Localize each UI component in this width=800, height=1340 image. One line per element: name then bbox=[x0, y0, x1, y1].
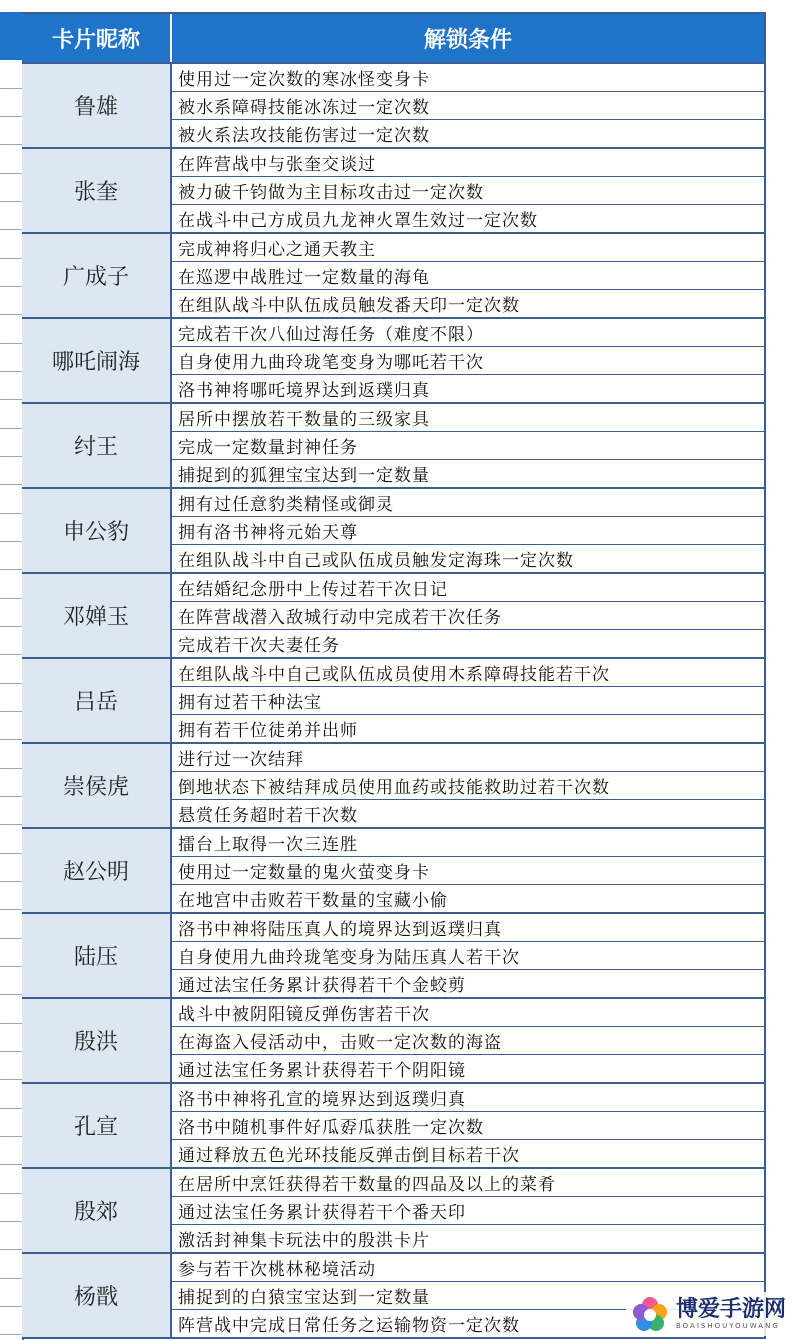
left-cutoff-cell bbox=[0, 967, 22, 995]
condition-cell: 自身使用九曲玲珑笔变身为哪吒若干次 bbox=[172, 346, 764, 374]
conditions-column bbox=[172, 999, 764, 1082]
card-name-cell: 纣王 bbox=[22, 404, 172, 487]
table-row bbox=[22, 1167, 764, 1252]
left-cutoff-cell bbox=[0, 259, 22, 287]
condition-cell: 在居所中烹饪获得若干数量的四品及以上的菜肴 bbox=[178, 1175, 556, 1195]
flower-logo-icon bbox=[630, 1294, 670, 1334]
left-cutoff-cell bbox=[0, 1052, 22, 1080]
left-cutoff-cell bbox=[0, 854, 22, 882]
card-name-cell: 鲁雄 bbox=[22, 64, 172, 147]
table-row bbox=[22, 1082, 764, 1167]
conditions-column bbox=[172, 234, 764, 317]
table-row bbox=[22, 402, 764, 487]
condition-cell: 捕捉到的狐狸宝宝达到一定数量 bbox=[172, 459, 764, 487]
condition-cell: 在结婚纪念册中上传过若干次日记 bbox=[178, 580, 448, 600]
condition-cell: 在阵营战潜入敌城行动中完成若干次任务 bbox=[172, 601, 764, 629]
condition-cell: 悬赏任务超时若干次数 bbox=[172, 799, 764, 827]
conditions-column bbox=[172, 489, 764, 572]
left-cutoff-cell bbox=[0, 570, 22, 599]
card-name-cell: 张奎 bbox=[22, 149, 172, 232]
left-cutoff-cell bbox=[0, 939, 22, 967]
left-cutoff-cell bbox=[0, 1250, 22, 1279]
left-cutoff-cell bbox=[0, 457, 22, 485]
condition-cell: 倒地状态下被结拜成员使用血药或技能救助过若干次数 bbox=[172, 771, 764, 799]
table-row bbox=[22, 657, 764, 742]
unlock-conditions-table bbox=[22, 12, 766, 1339]
condition-cell: 拥有过若干种法宝 bbox=[172, 686, 764, 714]
left-cutoff-cell bbox=[0, 1222, 22, 1250]
left-cutoff-cell bbox=[0, 599, 22, 627]
condition-cell: 通过法宝任务累计获得若干个番天印 bbox=[172, 1196, 764, 1224]
left-cutoff-cell bbox=[0, 740, 22, 769]
table-row bbox=[22, 317, 764, 402]
left-cutoff-cell bbox=[0, 684, 22, 712]
left-cutoff-cell bbox=[0, 89, 22, 117]
conditions-column bbox=[172, 319, 764, 402]
card-name-cell: 崇侯虎 bbox=[22, 744, 172, 827]
left-cutoff-cell bbox=[0, 344, 22, 372]
table-row bbox=[22, 912, 764, 997]
conditions-column bbox=[172, 404, 764, 487]
left-cutoff-cell bbox=[0, 485, 22, 514]
condition-cell: 在海盗入侵活动中，击败一定次数的海盗 bbox=[172, 1026, 764, 1054]
table-row bbox=[22, 742, 764, 827]
condition-cell: 被火系法攻技能伤害过一定次数 bbox=[172, 119, 764, 147]
left-cutoff-cell bbox=[0, 825, 22, 854]
condition-cell: 洛书神将哪吒境界达到返璞归真 bbox=[172, 374, 764, 402]
table-row bbox=[22, 827, 764, 912]
left-cutoff-cell bbox=[0, 145, 22, 174]
conditions-column bbox=[172, 1084, 764, 1167]
condition-cell: 在巡逻中战胜过一定数量的海龟 bbox=[172, 261, 764, 289]
left-cutoff-cell bbox=[0, 202, 22, 230]
conditions-column bbox=[172, 574, 764, 657]
table-row bbox=[22, 232, 764, 317]
left-cutoff-cell bbox=[0, 174, 22, 202]
conditions-column bbox=[172, 744, 764, 827]
condition-cell: 使用过一定次数的寒冰怪变身卡 bbox=[178, 70, 430, 90]
left-cutoff-cell bbox=[0, 542, 22, 570]
left-cutoff-cell bbox=[0, 712, 22, 740]
left-cutoff-cell bbox=[0, 1279, 22, 1307]
condition-cell: 阵营战中完成日常任务之运输物资一定次数 bbox=[172, 1309, 764, 1337]
left-cutoff-cell bbox=[0, 655, 22, 684]
conditions-column bbox=[172, 659, 764, 742]
card-name-cell: 杨戬 bbox=[22, 1254, 172, 1337]
left-cutoff-cell bbox=[0, 400, 22, 429]
left-cutoff-cell bbox=[0, 1080, 22, 1109]
condition-cell: 在战斗中己方成员九龙神火罩生效过一定次数 bbox=[172, 204, 764, 232]
conditions-column bbox=[172, 64, 764, 147]
condition-cell: 在组队战斗中自己或队伍成员触发定海珠一定次数 bbox=[172, 544, 764, 572]
header-unlock-conditions: 解锁条件 bbox=[423, 27, 512, 53]
card-name-cell: 广成子 bbox=[22, 234, 172, 317]
condition-cell: 洛书中神将陆压真人的境界达到返璞归真 bbox=[178, 920, 502, 940]
condition-cell: 参与若干次桃林秘境活动 bbox=[178, 1260, 376, 1280]
condition-cell: 在阵营战中与张奎交谈过 bbox=[178, 155, 376, 175]
watermark-subtitle: BOAISHOUYOUWANG bbox=[675, 1321, 780, 1330]
conditions-column bbox=[172, 914, 764, 997]
left-cutoff-cell bbox=[0, 1137, 22, 1165]
left-cutoff-cell bbox=[0, 230, 22, 259]
condition-cell: 洛书中随机事件好瓜孬瓜获胜一定次数 bbox=[172, 1111, 764, 1139]
left-cutoff-cell bbox=[0, 882, 22, 910]
condition-cell: 使用过一定数量的鬼火萤变身卡 bbox=[172, 856, 764, 884]
condition-cell: 完成神将归心之通天教主 bbox=[178, 240, 376, 260]
card-name-cell: 赵公明 bbox=[22, 829, 172, 912]
condition-cell: 居所中摆放若干数量的三级家具 bbox=[178, 410, 430, 430]
condition-cell: 被力破千钧做为主目标攻击过一定次数 bbox=[172, 176, 764, 204]
left-cutoff-cell bbox=[0, 1194, 22, 1222]
condition-cell: 拥有若干位徒弟并出师 bbox=[172, 714, 764, 742]
conditions-column bbox=[172, 1169, 764, 1252]
card-name-cell: 陆压 bbox=[22, 914, 172, 997]
left-cutoff-header bbox=[0, 12, 22, 60]
table-row bbox=[22, 572, 764, 657]
left-cutoff-cell bbox=[0, 117, 22, 145]
site-watermark bbox=[626, 1292, 790, 1336]
condition-cell: 在地宫中击败若干数量的宝藏小偷 bbox=[172, 884, 764, 912]
condition-cell: 通过法宝任务累计获得若干个阴阳镜 bbox=[172, 1054, 764, 1082]
left-cutoff-cell bbox=[0, 514, 22, 542]
table-row bbox=[22, 147, 764, 232]
left-cutoff-cell bbox=[0, 1165, 22, 1194]
card-name-cell: 申公豹 bbox=[22, 489, 172, 572]
condition-cell: 被水系障碍技能冰冻过一定次数 bbox=[172, 91, 764, 119]
table-header-row bbox=[22, 14, 764, 62]
condition-cell: 拥有洛书神将元始天尊 bbox=[172, 516, 764, 544]
table-row bbox=[22, 487, 764, 572]
watermark-title: 博爱手游网 bbox=[675, 1296, 786, 1322]
card-name-cell: 邓婵玉 bbox=[22, 574, 172, 657]
card-name-cell: 殷郊 bbox=[22, 1169, 172, 1252]
condition-cell: 战斗中被阴阳镜反弹伤害若干次 bbox=[178, 1005, 430, 1025]
condition-cell: 通过释放五色光环技能反弹击倒目标若干次 bbox=[172, 1139, 764, 1167]
left-cutoff-cell bbox=[0, 627, 22, 655]
left-cutoff-cell bbox=[0, 769, 22, 797]
left-cutoff-cells bbox=[0, 60, 22, 1335]
left-cutoff-cell bbox=[0, 1109, 22, 1137]
condition-cell: 在组队战斗中自己或队伍成员使用木系障碍技能若干次 bbox=[178, 665, 610, 685]
table-row bbox=[22, 62, 764, 147]
condition-cell: 擂台上取得一次三连胜 bbox=[178, 835, 358, 855]
condition-cell: 拥有过任意豹类精怪或御灵 bbox=[178, 495, 394, 515]
left-cutoff-cell bbox=[0, 1024, 22, 1052]
left-cutoff-cell bbox=[0, 910, 22, 939]
conditions-column bbox=[172, 829, 764, 912]
card-name-cell: 殷洪 bbox=[22, 999, 172, 1082]
left-cutoff-cell bbox=[0, 372, 22, 400]
condition-cell: 自身使用九曲玲珑笔变身为陆压真人若干次 bbox=[172, 941, 764, 969]
left-cutoff-cell bbox=[0, 429, 22, 457]
table-row bbox=[22, 997, 764, 1082]
left-cutoff-cell bbox=[0, 995, 22, 1024]
left-cutoff-cell bbox=[0, 797, 22, 825]
card-name-cell: 哪吒闹海 bbox=[22, 319, 172, 402]
left-cutoff-cell bbox=[0, 287, 22, 315]
condition-cell: 在组队战斗中队伍成员触发番天印一定次数 bbox=[172, 289, 764, 317]
condition-cell: 激活封神集卡玩法中的殷洪卡片 bbox=[172, 1224, 764, 1252]
condition-cell: 完成若干次夫妻任务 bbox=[172, 629, 764, 657]
condition-cell: 完成若干次八仙过海任务（难度不限） bbox=[178, 325, 484, 345]
left-cutoff-cell bbox=[0, 1307, 22, 1335]
card-name-cell: 吕岳 bbox=[22, 659, 172, 742]
card-name-cell: 孔宣 bbox=[22, 1084, 172, 1167]
left-cutoff-column bbox=[0, 12, 24, 1340]
left-cutoff-cell bbox=[0, 60, 22, 89]
header-card-name: 卡片昵称 bbox=[22, 14, 172, 62]
left-cutoff-cell bbox=[0, 315, 22, 344]
table-body bbox=[22, 62, 764, 1337]
condition-cell: 捕捉到的白猿宝宝达到一定数量 bbox=[172, 1281, 764, 1309]
conditions-column bbox=[172, 149, 764, 232]
condition-cell: 进行过一次结拜 bbox=[178, 750, 304, 770]
condition-cell: 洛书中神将孔宣的境界达到返璞归真 bbox=[178, 1090, 466, 1110]
condition-cell: 通过法宝任务累计获得若干个金蛟剪 bbox=[172, 969, 764, 997]
condition-cell: 完成一定数量封神任务 bbox=[172, 431, 764, 459]
